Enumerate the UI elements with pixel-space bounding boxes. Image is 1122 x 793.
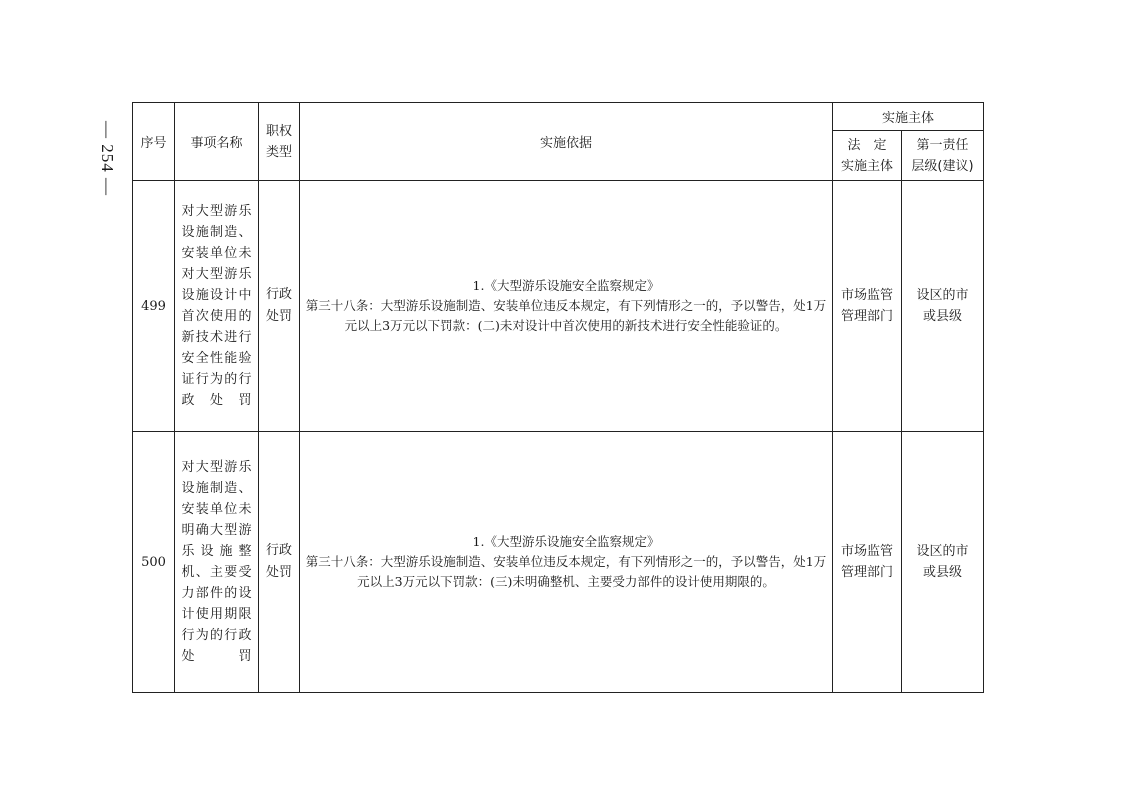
row-power-type: [259, 181, 300, 432]
table-row: [133, 432, 984, 693]
header-first-resp: [902, 131, 984, 181]
row-first-resp-text: 设区的市或县级: [916, 544, 969, 580]
header-first-resp-line2: 层级(建议): [911, 158, 974, 174]
row-legal-subject: [833, 432, 902, 693]
row-legal-subject: [833, 181, 902, 432]
enforcement-items-table: [132, 102, 984, 693]
row-item-name-text: 对大型游乐设施制造、安装单位未明确大型游乐设施整机、主要受力部件的设计使用期限行为的行政处罚: [181, 460, 252, 664]
row-power-type-text: 行政处罚: [265, 287, 292, 324]
row-first-resp: [902, 432, 984, 693]
row-legal-subject-text: 市场监管管理部门: [840, 288, 893, 324]
header-power-type-line1: 职权: [265, 123, 292, 139]
header-legal-subject-line2: 实施主体: [840, 158, 893, 174]
row-item-name-text: 对大型游乐设施制造、安装单位未对大型游乐设施设计中首次使用的新技术进行安全性能验证行为的行政处罚: [181, 204, 252, 408]
header-serial: 序号: [133, 103, 175, 181]
header-power-type: [259, 103, 300, 181]
row-first-resp: [902, 181, 984, 432]
row-serial: 499: [133, 181, 175, 432]
row-basis-title: 1.《大型游乐设施安全监察规定》: [472, 278, 660, 293]
row-basis: [300, 432, 833, 693]
header-legal-subject: [833, 131, 902, 181]
row-power-type-text: 行政处罚: [265, 543, 292, 580]
header-first-resp-line1: 第一责任: [916, 137, 969, 153]
header-legal-subject-line1: 法 定: [847, 137, 887, 153]
row-serial: 500: [133, 432, 175, 693]
row-first-resp-text: 设区的市或县级: [916, 288, 969, 324]
header-item-name: 事项名称: [175, 103, 259, 181]
row-basis-text: 第三十八条：大型游乐设施制造、安装单位违反本规定，有下列情形之一的，予以警告，处1万元以上3万元以下罚款：(二)未对设计中首次使用的新技术进行安全性能验证的。: [305, 298, 827, 333]
row-legal-subject-text: 市场监管管理部门: [840, 544, 893, 580]
header-basis: 实施依据: [300, 103, 833, 181]
row-item-name: [175, 181, 259, 432]
header-power-type-line2: 类型: [265, 144, 292, 160]
row-power-type: [259, 432, 300, 693]
page-number: — 254 —: [98, 120, 117, 196]
table-row: [133, 181, 984, 432]
row-basis-text: 第三十八条：大型游乐设施制造、安装单位违反本规定，有下列情形之一的，予以警告，处1万元以上3万元以下罚款：(三)未明确整机、主要受力部件的设计使用期限的。: [305, 554, 827, 589]
row-basis: [300, 181, 833, 432]
row-basis-title: 1.《大型游乐设施安全监察规定》: [472, 534, 660, 549]
header-subject-group: 实施主体: [833, 103, 984, 131]
row-item-name: [175, 432, 259, 693]
